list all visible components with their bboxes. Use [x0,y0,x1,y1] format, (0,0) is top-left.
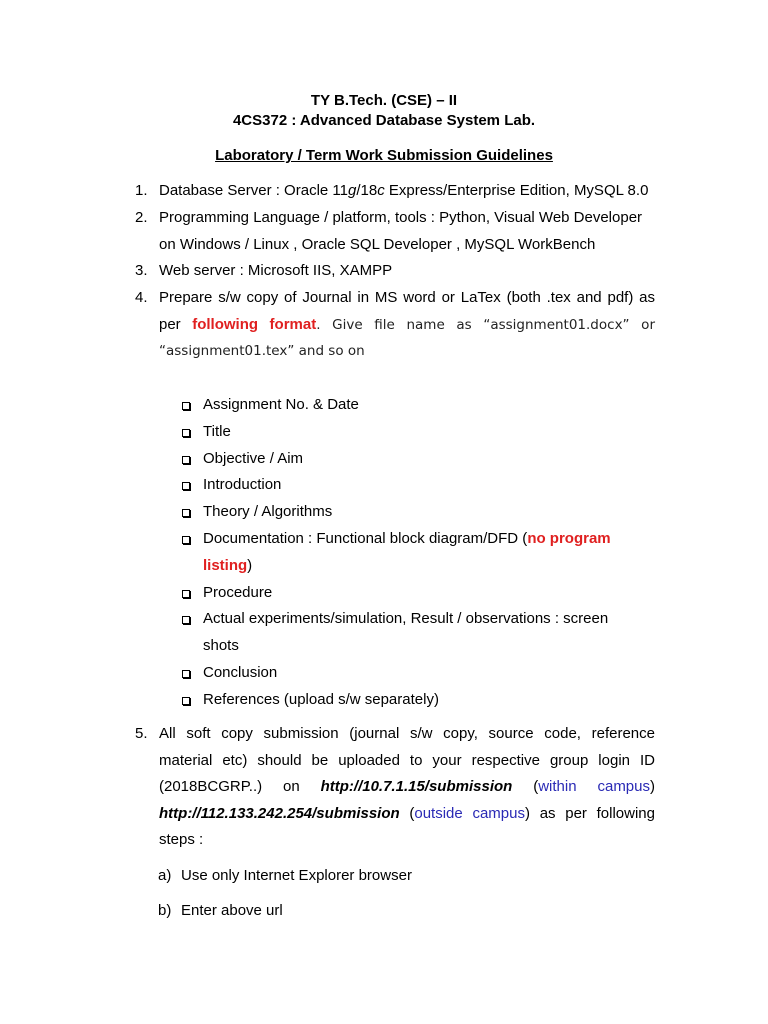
item-text: Web server : Microsoft IIS, XAMPP [159,262,393,279]
checkbox-bullet-icon [182,697,190,705]
list-item: Assignment No. & Date [180,392,640,419]
item-number: 5. [135,725,148,742]
item-number: 4. [135,289,148,306]
list-item: Actual experiments/simulation, Result / observations : screen shots [180,606,640,660]
course-year: TY B.Tech. (CSE) – II [310,92,458,109]
checkbox-bullet-icon [182,456,190,464]
item-number: 3. [135,262,148,279]
item-text: All soft copy submission (journal s/w copy, source code, reference material etc) should be uploaded to your respective group login ID (2018BCGRP..) on http://10.7.1.15/submission (within campus) http://112.133.242.254/submission (outside campus) as per following steps : [159,725,655,848]
checkbox-bullet-icon [182,590,190,598]
guideline-item-1 [135,178,655,205]
guidelines-heading: Laboratory / Term Work Submission Guidelines [215,147,553,164]
checkbox-bullet-icon [182,429,190,437]
guideline-item-4 [135,285,655,365]
guideline-item-3 [135,258,655,285]
checkbox-bullet-icon [182,536,190,544]
checkbox-bullet-icon [182,402,190,410]
list-item: Procedure [180,580,640,607]
guideline-item-2 [135,205,655,258]
course-title: 4CS372 : Advanced Database System Lab. [232,112,536,129]
journal-format-list [180,392,640,714]
item-number: 2. [135,209,148,226]
following-format-highlight: following format [192,315,317,333]
checkbox-bullet-icon [182,616,190,624]
list-item: Title [180,419,640,446]
list-item: Theory / Algorithms [180,499,640,526]
item-number: 1. [135,182,148,199]
list-item: References (upload s/w separately) [180,687,640,714]
checkbox-bullet-icon [182,482,190,490]
submission-url-outside[interactable]: http://112.133.242.254/submission [159,804,400,822]
step-a: a) Use only Internet Explorer browser [158,867,412,884]
item-text: Programming Language / platform, tools : Python, Visual Web Developer on Windows / Linux , Oracle SQL Developer , MySQL WorkBench [159,209,643,253]
guideline-item-5 [135,721,655,854]
list-item-documentation: Documentation : Functional block diagram/DFD (no program listing) [180,526,640,580]
step-b: b) Enter above url [158,902,283,919]
list-item: Conclusion [180,660,640,687]
submission-url-inside[interactable]: http://10.7.1.15/submission [320,778,513,795]
item-text: Database Server : Oracle 11g/18c Express/Enterprise Edition, MySQL 8.0 [159,182,649,199]
item-text: Prepare s/w copy of Journal in MS word or LaTex (both .tex and pdf) as per following format. Give file name as “assignment01.docx” or “assignment01.tex” and so on [159,289,655,359]
checkbox-bullet-icon [182,670,190,678]
list-item: Objective / Aim [180,446,640,473]
checkbox-bullet-icon [182,509,190,517]
list-item: Introduction [180,472,640,499]
